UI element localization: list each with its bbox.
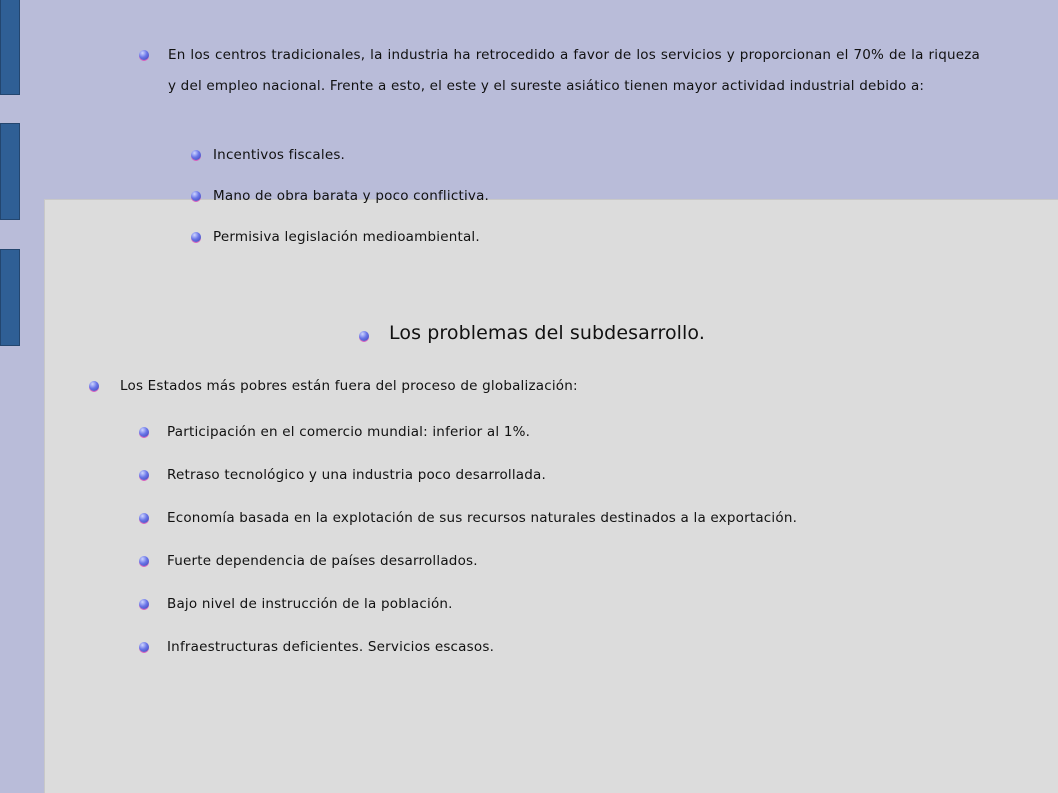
bullet-icon — [139, 50, 149, 60]
bullet-icon — [191, 150, 201, 160]
bullet-icon — [359, 331, 369, 341]
intro-paragraph: En los centros tradicionales, la industria ha retrocedido a favor de los servicios y proporcionan el 70% de la riqueza y del empleo nacional. Frente a esto, el este y el sureste asiático tienen mayor actividad industrial debido a: — [168, 47, 980, 94]
bullet-icon — [139, 556, 149, 566]
list-item: Mano de obra barata y poco conflictiva. — [213, 188, 490, 204]
slide-tab-3[interactable] — [0, 249, 20, 346]
list-item: Permisiva legislación medioambiental. — [213, 229, 480, 245]
bullet-icon — [191, 232, 201, 242]
bullet-icon — [89, 381, 99, 391]
list-item: Retraso tecnológico y una industria poco desarrollada. — [167, 467, 547, 483]
bullet-icon — [139, 427, 149, 437]
slide-tab-1[interactable] — [0, 0, 20, 95]
bullet-icon — [139, 513, 149, 523]
list-item: Economía basada en la explotación de sus recursos naturales destinados a la exportación. — [167, 510, 798, 526]
bullet-icon — [139, 470, 149, 480]
bullet-icon — [139, 599, 149, 609]
slide-panel — [44, 199, 1058, 793]
section-intro: Los Estados más pobres están fuera del proceso de globalización: — [120, 378, 578, 394]
list-item: Bajo nivel de instrucción de la población. — [167, 596, 453, 612]
list-item: Infraestructuras deficientes. Servicios escasos. — [167, 639, 495, 655]
bullet-icon — [191, 191, 201, 201]
slide-tab-2[interactable] — [0, 123, 20, 220]
list-item: Participación en el comercio mundial: inferior al 1%. — [167, 424, 531, 440]
list-item: Fuerte dependencia de países desarrollados. — [167, 553, 478, 569]
section-heading: Los problemas del subdesarrollo. — [389, 322, 705, 344]
bullet-icon — [139, 642, 149, 652]
list-item: Incentivos fiscales. — [213, 147, 346, 163]
